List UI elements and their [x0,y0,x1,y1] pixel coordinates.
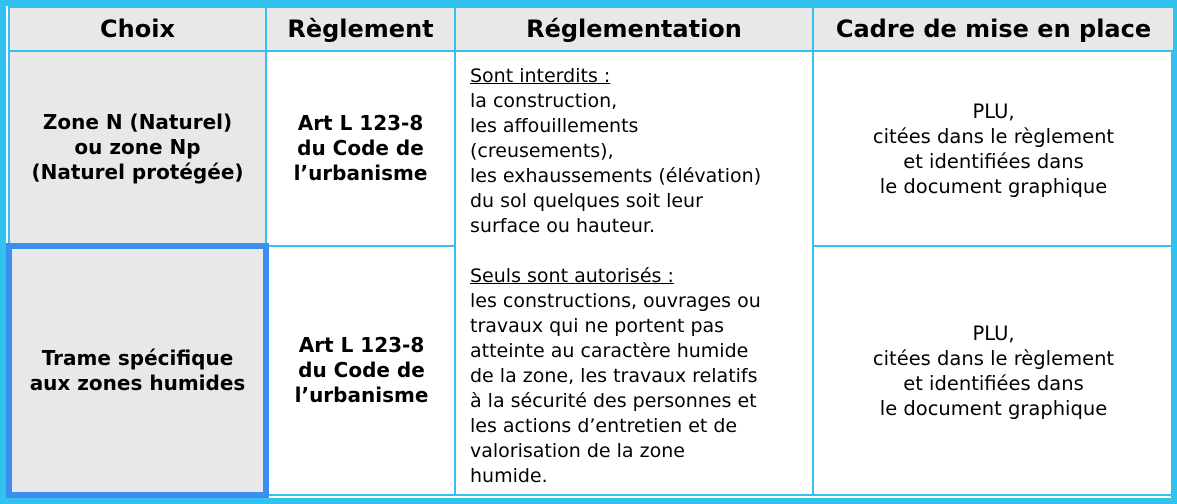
header-reglementation: Réglementation [455,7,813,51]
cadre-line: et identifiées dans [903,149,1084,173]
cell-reglement-2 [266,246,455,495]
autorises-line: les constructions, ouvrages ou [470,290,761,312]
cadre-line: PLU, [972,99,1015,123]
reglement-line: du Code de [298,358,425,382]
interdits-line: les affouillements [470,115,639,137]
reglement-line: Art L 123-8 [297,111,424,135]
cadre-line: citées dans le règlement [872,124,1115,148]
regulation-table [6,6,1175,498]
reglement-line: l’urbanisme [293,161,428,185]
choix-line: ou zone Np [74,135,201,159]
cell-cadre-2 [813,246,1174,495]
cell-choix-trame [9,246,266,495]
choix-line: Trame spécifique [41,345,234,370]
header-row [9,7,1174,51]
header-reglement: Règlement [266,7,455,51]
interdits-line: du sol quelques soit leur [470,190,703,212]
interdits-line: les exhaussements (élévation) [470,165,762,187]
choix-line: Zone N (Naturel) [42,110,233,134]
autorises-line: atteinte au caractère humide [470,340,749,362]
autorises-line: travaux qui ne portent pas [470,315,725,337]
cell-reglementation [455,51,813,495]
header-cadre: Cadre de mise en place [813,7,1174,51]
cadre-line: citées dans le règlement [872,346,1115,370]
paragraph-gap [470,239,798,264]
table-row [9,51,1174,246]
header-choix: Choix [9,7,266,51]
autorises-line: valorisation de la zone [470,440,685,462]
cadre-line: le document graphique [879,396,1108,420]
autorises-line: à la sécurité des personnes et [470,390,757,412]
cell-choix-zone-n [9,51,266,246]
autorises-title: Seuls sont autorisés : [470,265,674,287]
autorises-line: les actions d’entretien et de [470,415,738,437]
reglement-line: l’urbanisme [294,383,429,407]
reglement-line: Art L 123-8 [298,333,425,357]
cadre-line: et identifiées dans [903,371,1084,395]
interdits-line: (creusements), [470,140,614,162]
interdits-line: surface ou hauteur. [470,215,655,237]
cell-reglement-1 [266,51,455,246]
autorises-line: humide. [470,465,548,487]
reglement-line: du Code de [297,136,424,160]
interdits-title: Sont interdits : [470,65,611,87]
autorises-line: de la zone, les travaux relatifs [470,365,758,387]
choix-line: aux zones humides [29,370,246,395]
cell-cadre-1 [813,51,1174,246]
interdits-line: la construction, [470,90,618,112]
choix-line: (Naturel protégée) [31,160,244,184]
cadre-line: PLU, [972,321,1015,345]
cadre-line: le document graphique [879,174,1108,198]
